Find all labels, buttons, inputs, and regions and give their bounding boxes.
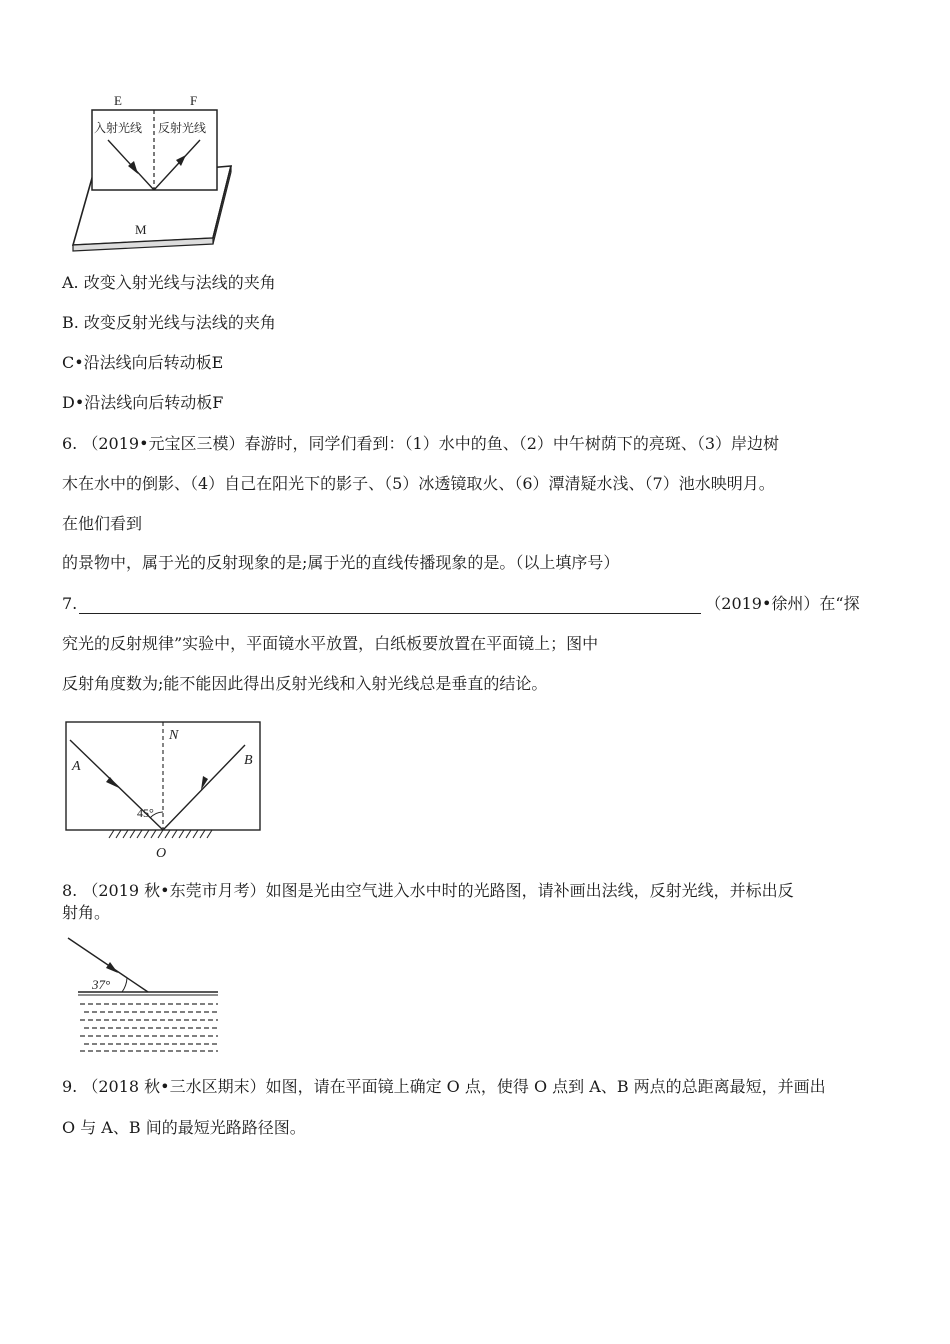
water-dashes [80, 1004, 218, 1051]
q8-line-1: 8. （2019 秋•东莞市月考）如图是光由空气进入水中时的光路图，请补画出法线，反射光线，并标出反 [62, 881, 794, 900]
label-n: N [169, 728, 179, 743]
q9-line-2: O 与 A、B 间的最短光路路径图。 [62, 1118, 306, 1137]
q8-line-2: 射角。 [62, 903, 111, 922]
label-reflected-ray: 反射光线 [158, 121, 207, 135]
angle-arc [122, 978, 127, 992]
q6-line-3: 在他们看到 [62, 514, 143, 533]
label-angle-37: 37° [92, 977, 111, 992]
label-a: A [72, 759, 81, 774]
q7-answer-blank[interactable] [79, 597, 701, 614]
q9-line-1: 9. （2018 秋•三水区期末）如图，请在平面镜上确定 O 点，使得 O 点到 A、B 两点的总距离最短，并画出 [62, 1077, 826, 1096]
label-angle-45: 45° [137, 806, 154, 820]
option-a: A. 改变入射光线与法线的夹角 [62, 273, 276, 292]
q7-line-2: 究光的反射规律”实验中，平面镜水平放置，白纸板要放置在平面镜上；图中 [62, 634, 599, 653]
air-water-figure [64, 932, 224, 1057]
label-b: B [244, 753, 253, 768]
mirror-hatching [109, 830, 212, 838]
q6-line-2: 木在水中的倒影、（4）自己在阳光下的影子、（5）冰透镜取火、（6）潭清疑水浅、（7）池水映明月。 [62, 474, 775, 493]
label-m: M [135, 222, 147, 237]
label-f: F [190, 93, 198, 108]
label-o: O [156, 846, 167, 861]
q7-line-3: 反射角度数为;能不能因此得出反射光线和入射光线总是垂直的结论。 [62, 674, 548, 693]
q7-line-1 [62, 594, 860, 614]
reflection-board-figure [68, 88, 243, 253]
option-b: B. 改变反射光线与法线的夹角 [62, 313, 276, 332]
label-e: E [114, 93, 122, 108]
q6-line-4: 的景物中，属于光的反射现象的是;属于光的直线传播现象的是。（以上填序号） [62, 553, 620, 572]
q6-line-1: 6. （2019•元宝区三模）春游时，同学们看到：（1）水中的鱼、（2）中午树荫下的亮斑、（3）岸边树 [62, 434, 780, 453]
label-incident-ray: 入射光线 [94, 121, 143, 135]
reflection-45-figure [62, 718, 267, 863]
q7-source: （2019•徐州）在“探 [705, 594, 860, 613]
option-c: C•沿法线向后转动板E [62, 353, 224, 372]
q7-number: 7. [62, 594, 78, 613]
option-d: D•沿法线向后转动板F [62, 393, 224, 412]
